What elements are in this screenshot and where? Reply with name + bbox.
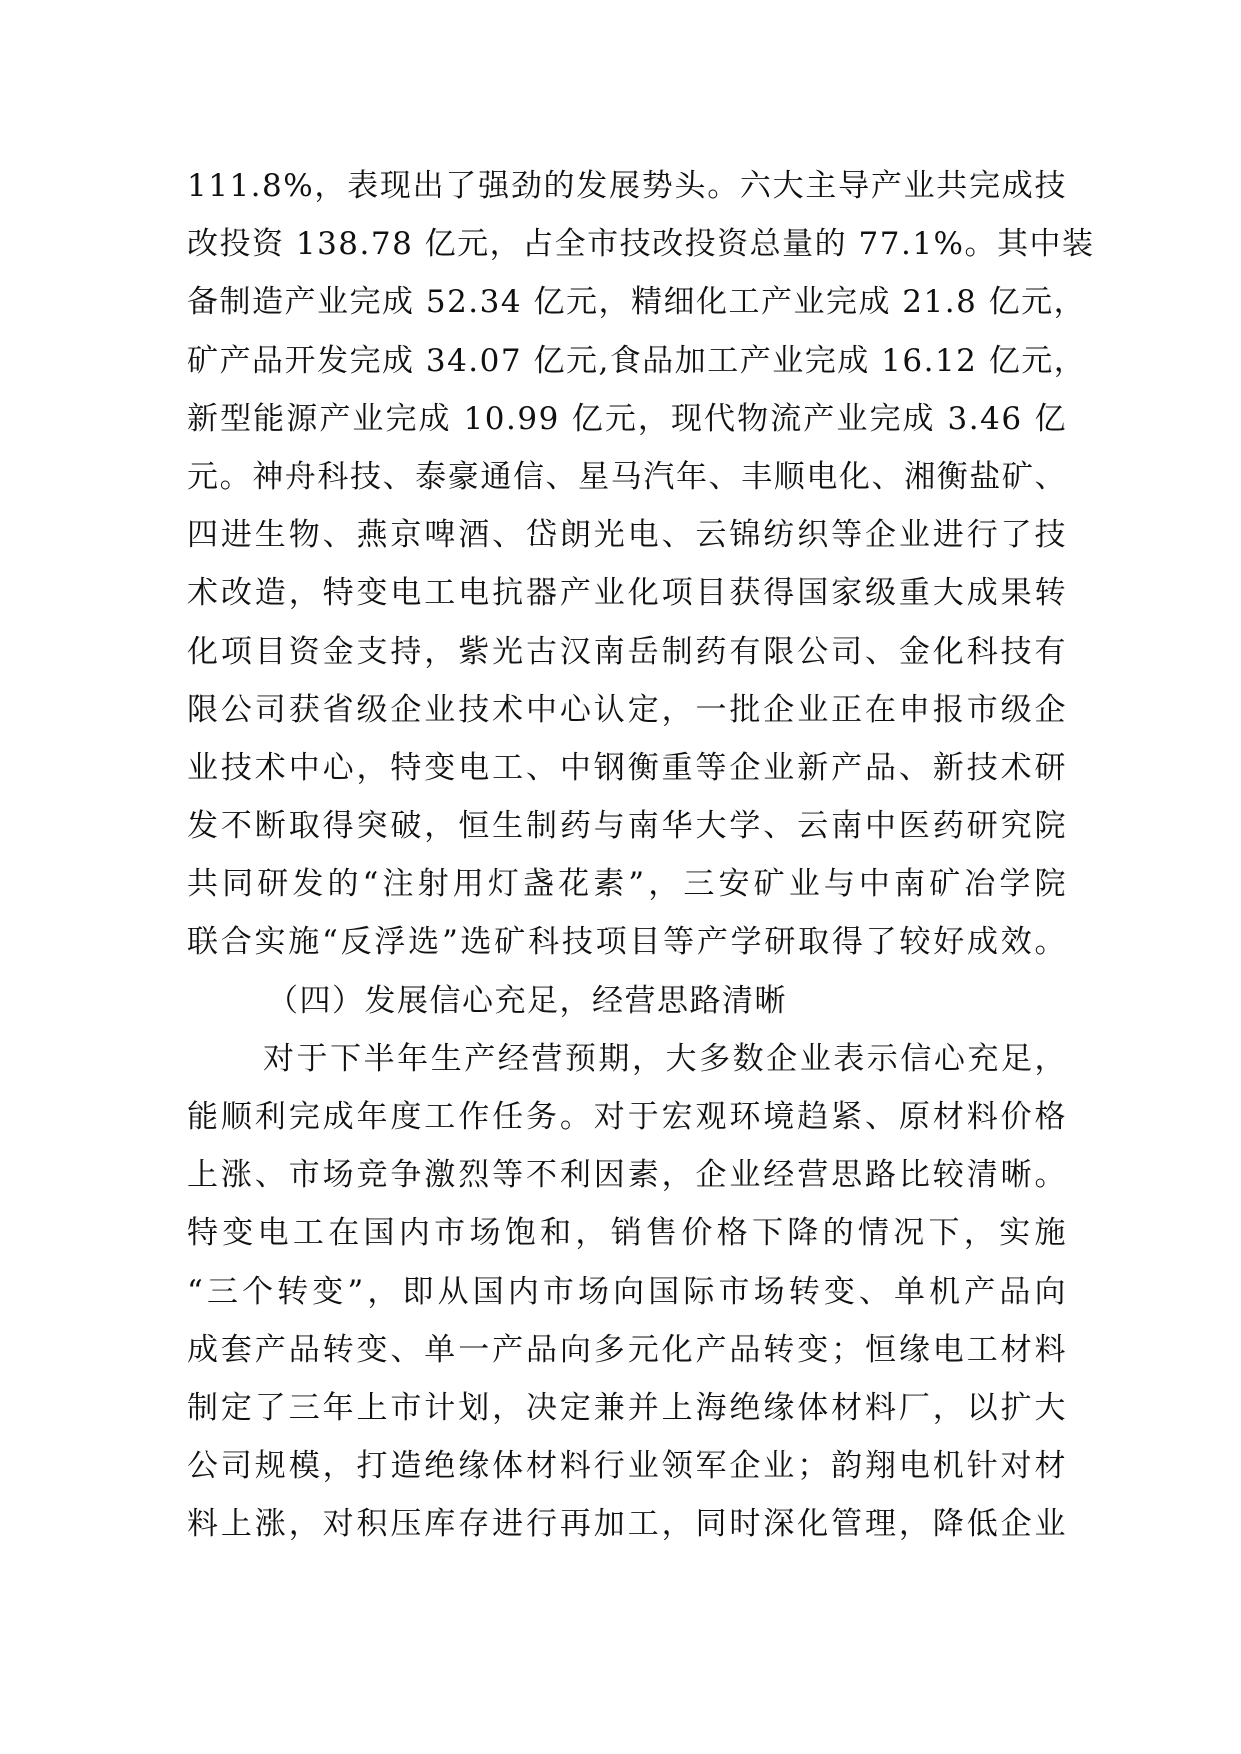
text-line: “三个转变”，即从国内市场向国际市场转变、单机产品向 <box>187 1273 1067 1310</box>
text-line: 新型能源产业完成 10.99 亿元，现代物流产业完成 3.46 亿 <box>187 400 1067 437</box>
text-line: 四进生物、燕京啤酒、岱朗光电、云锦纺织等企业进行了技 <box>187 517 1067 554</box>
text-line: 术改造，特变电工电抗器产业化项目获得国家级重大成果转 <box>187 575 1067 612</box>
text-line: 发不断取得突破，恒生制药与南华大学、云南中医药研究院 <box>187 808 1067 845</box>
body-text <box>187 157 1095 1554</box>
text-line: 111.8%，表现出了强劲的发展势头。六大主导产业共完成技 <box>187 168 1067 204</box>
text-line: 共同研发的“注射用灯盏花素”，三安矿业与中南矿冶学院 <box>187 866 1067 903</box>
text-line: 改投资 138.78 亿元，占全市技改投资总量的 77.1%。其中装 <box>187 226 1095 263</box>
text-line: 制定了三年上市计划，决定兼并上海绝缘体材料厂，以扩大 <box>187 1389 1067 1426</box>
text-line: 料上涨，对积压库存进行再加工，同时深化管理，降低企业 <box>187 1506 1067 1543</box>
text-line: 元。神舟科技、泰豪通信、星马汽年、丰顺电化、湘衡盐矿、 <box>187 458 1067 495</box>
text-line: 对于下半年生产经营预期，大多数企业表示信心充足， <box>263 1040 1067 1077</box>
text-line: 化项目资金支持，紫光古汉南岳制药有限公司、金化科技有 <box>187 633 1067 670</box>
text-line: 联合实施“反浮选”选矿科技项目等产学研取得了较好成效。 <box>187 924 1067 961</box>
text-line: 业技术中心，特变电工、中钢衡重等企业新产品、新技术研 <box>187 749 1067 786</box>
text-line: 能顺利完成年度工作任务。对于宏观环境趋紧、原材料价格 <box>187 1099 1067 1135</box>
text-line: 特变电工在国内市场饱和，销售价格下降的情况下，实施 <box>187 1215 1067 1252</box>
text-line: 矿产品开发完成 34.07 亿元,食品加工产业完成 16.12 亿元， <box>187 342 1087 379</box>
text-line: 限公司获省级企业技术中心认定，一批企业正在申报市级企 <box>187 691 1067 728</box>
section-heading: （四）发展信心充足，经营思路清晰 <box>267 982 787 1019</box>
text-line: 上涨、市场竞争激烈等不利因素，企业经营思路比较清晰。 <box>187 1157 1067 1194</box>
text-line: 公司规模，打造绝缘体材料行业领军企业；韵翔电机针对材 <box>187 1448 1067 1485</box>
text-line: 成套产品转变、单一产品向多元化产品转变；恒缘电工材料 <box>187 1331 1067 1368</box>
text-line: 备制造产业完成 52.34 亿元，精细化工产业完成 21.8 亿元， <box>187 284 1087 321</box>
